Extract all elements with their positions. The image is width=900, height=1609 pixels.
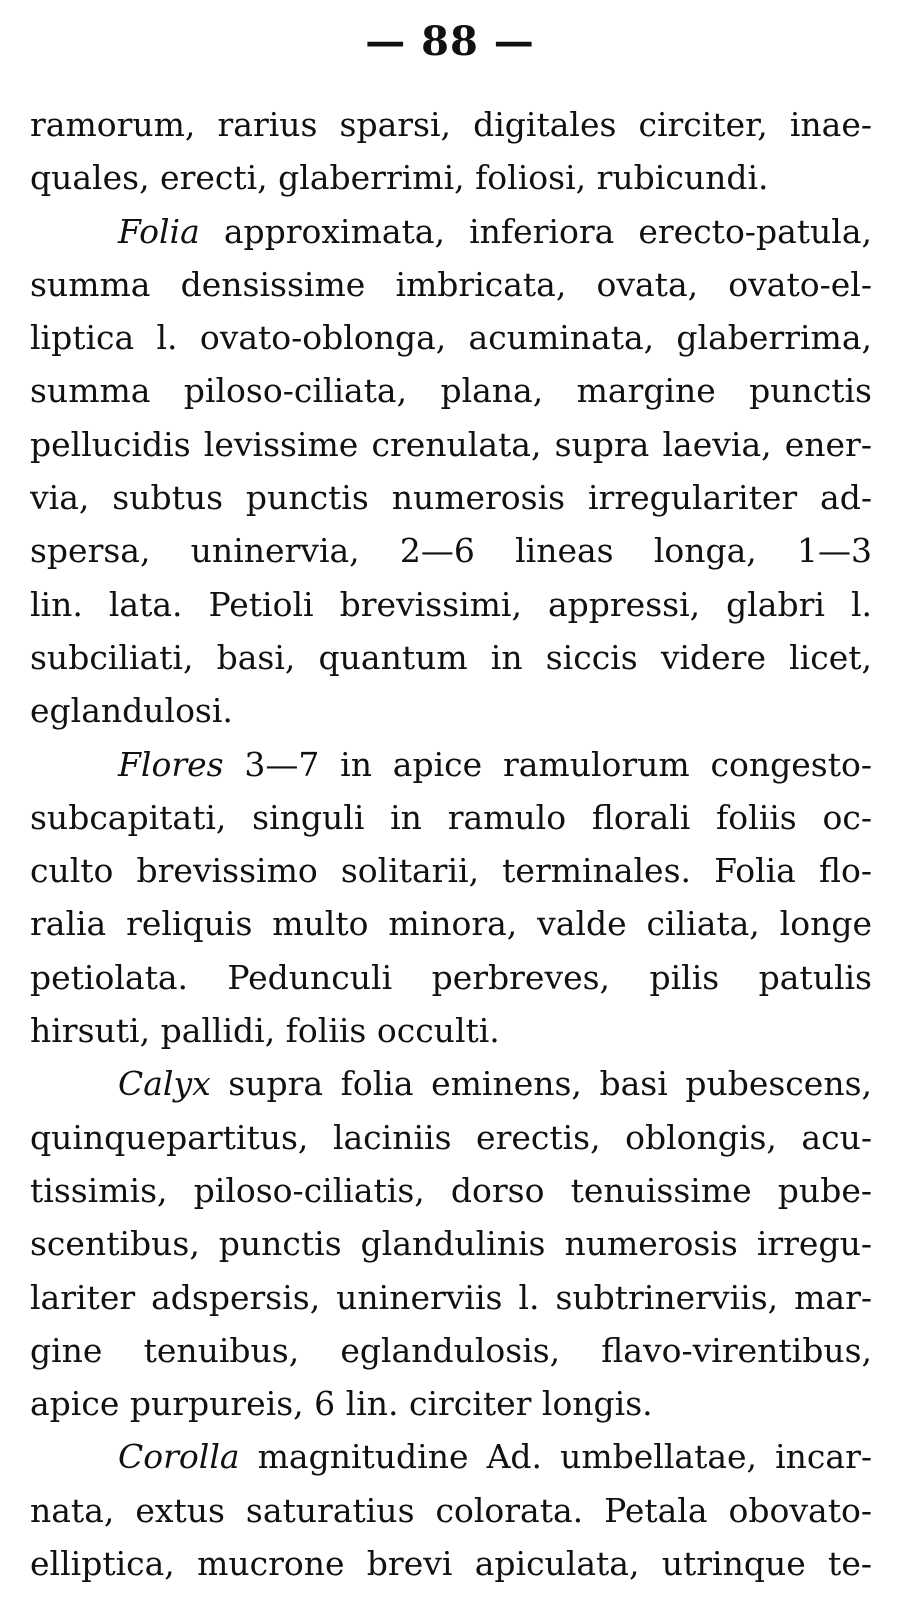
text-line: quinquepartitus, laciniis erectis, oblongis, acu- [30,1117,872,1157]
text-line: liptica l. ovato-oblonga, acuminata, glaberrima, [30,318,872,358]
text-line: lariter adspersis, uninerviis l. subtrinerviis, mar- [30,1277,872,1317]
text-line: nata, extus saturatius colorata. Petala obovato- [30,1490,872,1530]
text-line: quales, erecti, glaberrimi, foliosi, rubicundi. [30,158,769,198]
text-line: eglandulosi. [30,691,233,731]
text-line: culto brevissimo solitarii, terminales. Folia flo- [30,851,872,891]
text-line: lin. lata. Petioli brevissimi, appressi, glabri l. [30,584,872,624]
paragraph-term: Flores [118,744,224,784]
text-line: tissimis, piloso-ciliatis, dorso tenuissime pube- [30,1170,872,1210]
text-line [30,738,872,791]
text-line-rest: 3—7 in apice ramulorum congesto- [223,744,872,784]
text-line: ralia reliquis multo minora, valde ciliata, longe [30,904,872,944]
text-line: petiolata. Pedunculi perbreves, pilis patulis [30,957,872,997]
text-line: hirsuti, pallidi, foliis occulti. [30,1011,500,1051]
text-line: scentibus, punctis glandulinis numerosis irregu- [30,1224,872,1264]
text-line: summa piloso-ciliata, plana, margine punctis [30,371,872,411]
text-line: subciliati, basi, quantum in siccis videre licet, [30,637,872,677]
text-line: subcapitati, singuli in ramulo florali foliis oc- [30,797,872,837]
text-line: via, subtus punctis numerosis irregulariter ad- [30,478,872,518]
text-line [30,1057,872,1110]
text-line: spersa, uninervia, 2—6 lineas longa, 1—3 [30,531,872,571]
text-line-rest: approximata, inferiora erecto-patula, [199,211,872,251]
text-line: gine tenuibus, eglandulosis, flavo-virentibus, [30,1330,872,1370]
body-text [30,98,872,1590]
text-line: apice purpureis, 6 lin. circiter longis. [30,1384,653,1424]
page-number: — 88 — [365,18,535,65]
text-line: elliptica, mucrone brevi apiculata, utrinque te- [30,1544,872,1584]
text-line-rest: magnitudine Ad. umbellatae, incar- [239,1437,872,1477]
text-line [30,205,872,258]
text-line: summa densissime imbricata, ovata, ovato-el- [30,264,872,304]
text-line: pellucidis levissime crenulata, supra laevia, ener- [30,424,872,464]
paragraph-term: Corolla [118,1437,240,1477]
text-line-rest: supra folia eminens, basi pubescens, [210,1064,872,1104]
paragraph-term: Folia [118,211,200,251]
text-line: ramorum, rarius sparsi, digitales circiter, inae- [30,105,872,144]
paragraph-term: Calyx [118,1064,211,1104]
text-line [30,1430,872,1483]
